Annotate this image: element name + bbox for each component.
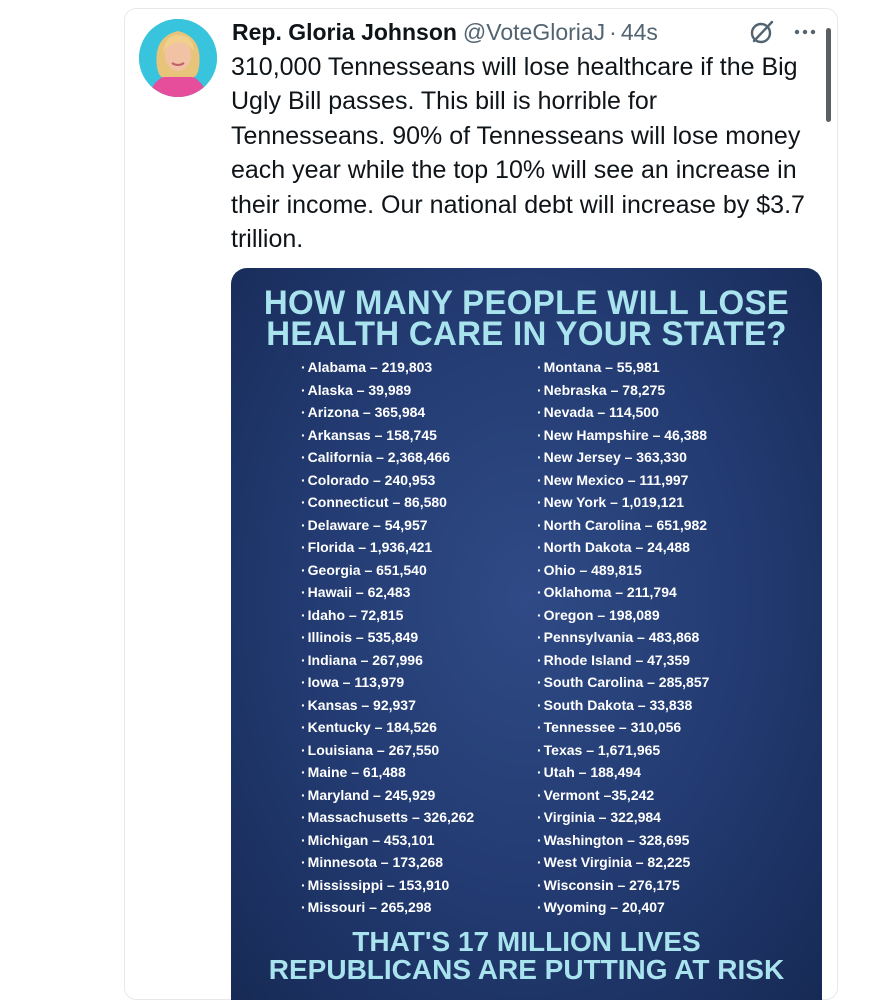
state-entry: · South Dakota – 33,838 xyxy=(537,694,709,717)
state-entry: · Alaska – 39,989 xyxy=(301,379,474,402)
state-entry: · Michigan – 453,101 xyxy=(301,829,474,852)
state-entry: · Tennessee – 310,056 xyxy=(537,716,709,739)
state-entry: · Delaware – 54,957 xyxy=(301,514,474,537)
state-entry: · Louisiana – 267,550 xyxy=(301,739,474,762)
state-entry: · Pennsylvania – 483,868 xyxy=(537,626,709,649)
state-entry: · Rhode Island – 47,359 xyxy=(537,649,709,672)
state-entry: · New York – 1,019,121 xyxy=(537,491,709,514)
state-entry: · California – 2,368,466 xyxy=(301,446,474,469)
state-entry: · Massachusetts – 326,262 xyxy=(301,806,474,829)
state-entry: · Nebraska – 78,275 xyxy=(537,379,709,402)
media-footer xyxy=(231,928,822,984)
media-title-line-2: HEALTH CARE IN YOUR STATE? xyxy=(266,313,787,353)
scrollbar-thumb[interactable] xyxy=(826,28,831,122)
state-entry: · Mississippi – 153,910 xyxy=(301,874,474,897)
state-entry: · West Virginia – 82,225 xyxy=(537,851,709,874)
media-footer-line-1: THAT'S 17 MILLION LIVES xyxy=(352,926,701,957)
state-entry: · Arizona – 365,984 xyxy=(301,401,474,424)
state-entry: · Texas – 1,671,965 xyxy=(537,739,709,762)
state-entry: · New Hampshire – 46,388 xyxy=(537,424,709,447)
state-entry: · Washington – 328,695 xyxy=(537,829,709,852)
state-entry: · Iowa – 113,979 xyxy=(301,671,474,694)
tweet-media-image[interactable] xyxy=(231,268,822,1000)
author-name[interactable]: Rep. Gloria Johnson xyxy=(232,18,457,45)
state-entry: · North Dakota – 24,488 xyxy=(537,536,709,559)
state-entry: · North Carolina – 651,982 xyxy=(537,514,709,537)
states-list-left xyxy=(301,356,474,919)
grok-icon[interactable] xyxy=(749,19,775,45)
state-entry: · Nevada – 114,500 xyxy=(537,401,709,424)
state-entry: · Kentucky – 184,526 xyxy=(301,716,474,739)
state-entry: · Indiana – 267,996 xyxy=(301,649,474,672)
state-entry: · Utah – 188,494 xyxy=(537,761,709,784)
media-footer-line-2: REPUBLICANS ARE PUTTING AT RISK xyxy=(268,954,785,985)
state-entry: · Colorado – 240,953 xyxy=(301,469,474,492)
state-entry: · Connecticut – 86,580 xyxy=(301,491,474,514)
tweet-text: 310,000 Tennesseans will lose healthcare if the Big Ugly Bill passes. This bill is horrible for Tennesseans. 90% of Tennesseans will lose money each year while the top 10% will see an increase in their income. Our national debt will increase by $3.7 trillion. xyxy=(231,53,805,254)
state-entry: · Wyoming – 20,407 xyxy=(537,896,709,919)
state-entry: · Hawaii – 62,483 xyxy=(301,581,474,604)
state-entry: · Arkansas – 158,745 xyxy=(301,424,474,447)
avatar-portrait xyxy=(139,19,217,97)
state-entry: · New Mexico – 111,997 xyxy=(537,469,709,492)
author-handle[interactable]: @VoteGloriaJ xyxy=(462,18,606,45)
state-entry: · Maryland – 245,929 xyxy=(301,784,474,807)
state-entry: · Virginia – 322,984 xyxy=(537,806,709,829)
state-entry: · South Carolina – 285,857 xyxy=(537,671,709,694)
state-entry: · Minnesota – 173,268 xyxy=(301,851,474,874)
state-entry: · Maine – 61,488 xyxy=(301,761,474,784)
state-entry: · Montana – 55,981 xyxy=(537,356,709,379)
state-entry: · Alabama – 219,803 xyxy=(301,356,474,379)
state-entry: · Illinois – 535,849 xyxy=(301,626,474,649)
state-entry: · Ohio – 489,815 xyxy=(537,559,709,582)
tweet-time[interactable]: 44s xyxy=(620,18,658,45)
state-entry: · New Jersey – 363,330 xyxy=(537,446,709,469)
tweet-header xyxy=(232,16,658,48)
states-list-right xyxy=(537,356,709,919)
state-entry: · Florida – 1,936,421 xyxy=(301,536,474,559)
header-separator: · xyxy=(609,18,617,45)
state-entry: · Wisconsin – 276,175 xyxy=(537,874,709,897)
state-entry: · Kansas – 92,937 xyxy=(301,694,474,717)
state-entry: · Missouri – 265,298 xyxy=(301,896,474,919)
state-entry: · Georgia – 651,540 xyxy=(301,559,474,582)
author-avatar[interactable] xyxy=(139,19,217,97)
state-entry: · Oklahoma – 211,794 xyxy=(537,581,709,604)
media-title-line-1: HOW MANY PEOPLE WILL LOSE xyxy=(263,282,790,322)
state-entry: · Idaho – 72,815 xyxy=(301,604,474,627)
more-options-icon[interactable] xyxy=(792,19,822,45)
state-entry: · Vermont –35,242 xyxy=(537,784,709,807)
media-title xyxy=(231,282,822,353)
state-entry: · Oregon – 198,089 xyxy=(537,604,709,627)
